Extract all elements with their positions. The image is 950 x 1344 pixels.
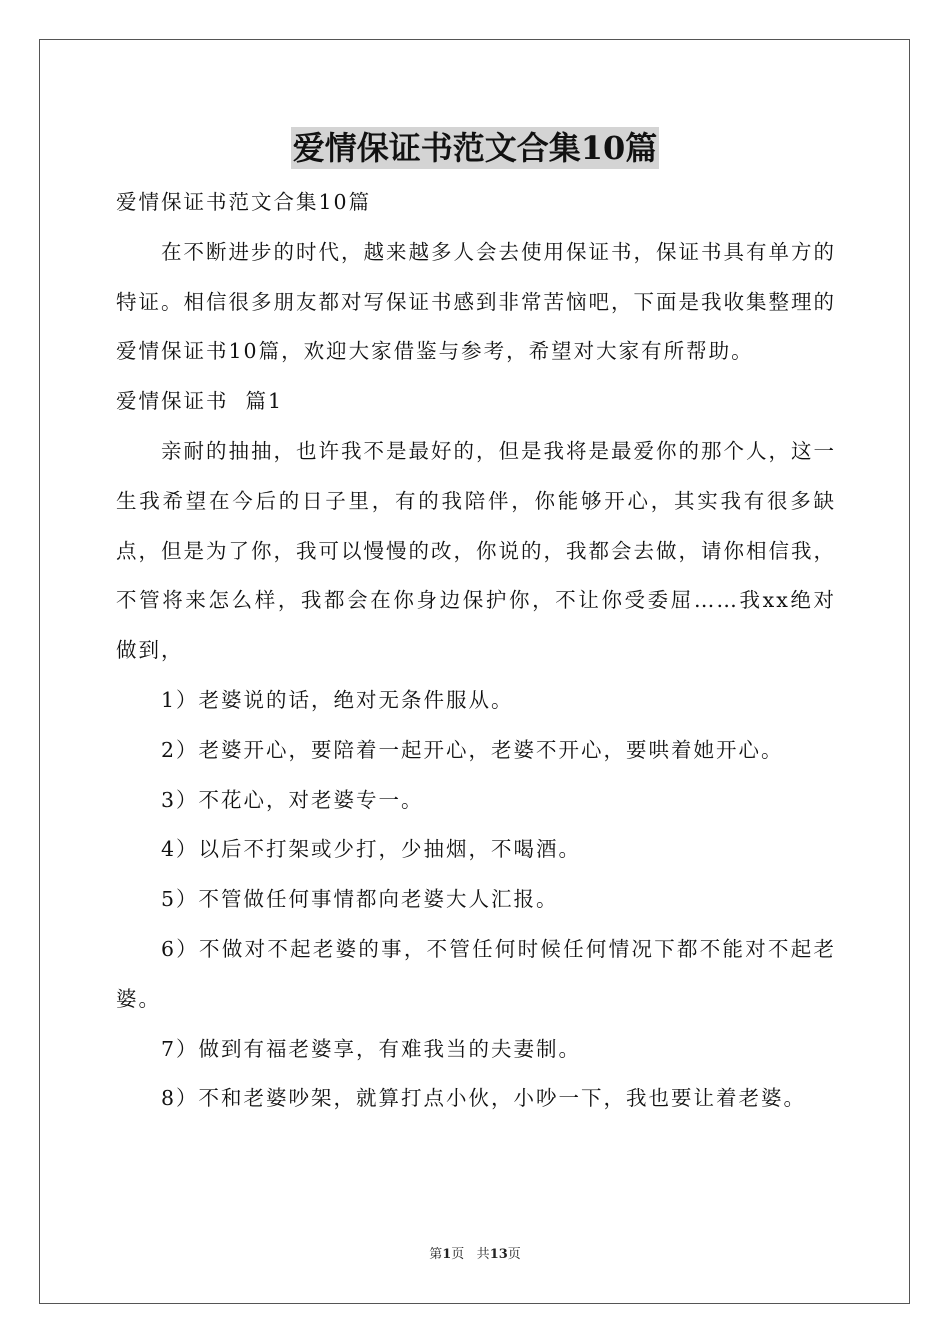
list-item: 8）不和老婆吵架，就算打点小伙，小吵一下，我也要让着老婆。	[161, 1086, 807, 1111]
document-subtitle: 爱情保证书范文合集10篇	[116, 190, 372, 214]
page-prefix: 第	[429, 1247, 443, 1262]
list-item: 4）以后不打架或少打，少抽烟，不喝酒。	[161, 837, 582, 862]
section-heading: 爱情保证书 篇1	[116, 389, 284, 414]
total-suffix: 页	[507, 1247, 521, 1262]
page-suffix: 页	[451, 1247, 465, 1262]
list-item: 1）老婆说的话，绝对无条件服从。	[161, 687, 514, 712]
total-prefix: 共	[476, 1247, 490, 1262]
section-body-paragraph: 亲耐的抽抽，也许我不是最好的，但是我将是最爱你的那个人，这一生我希望在今后的日子里，有的我陪伴，你能够开心，其实我有很多缺点，但是为了你，我可以慢慢的改，你说的，我都会去做，请你相信我，不管将来怎么样，我都会在你身边保护你，不让你受委屈……我xx绝对做到，	[116, 438, 836, 663]
list-item: 5）不管做任何事情都向老婆大人汇报。	[161, 887, 559, 912]
page-number: 1	[442, 1247, 452, 1262]
page-footer	[0, 1246, 950, 1264]
document-body	[116, 178, 836, 1124]
intro-paragraph: 在不断进步的时代，越来越多人会去使用保证书，保证书具有单方的特证。相信很多朋友都对写保证书感到非常苦恼吧，下面是我收集整理的爱情保证书10篇，欢迎大家借鉴与参考，希望对大家有所帮助。	[116, 239, 836, 364]
list-item: 3）不花心，对老婆专一。	[161, 787, 424, 812]
list-item: 2）老婆开心，要陪着一起开心，老婆不开心，要哄着她开心。	[161, 737, 784, 762]
document-title: 爱情保证书范文合集10篇	[292, 129, 658, 167]
list-item: 7）做到有福老婆享，有难我当的夫妻制。	[161, 1036, 582, 1061]
total-pages: 13	[489, 1247, 508, 1262]
title-wrap	[0, 127, 950, 169]
list-item: 6）不做对不起老婆的事，不管任何时候任何情况下都不能对不起老婆。	[116, 936, 836, 1011]
